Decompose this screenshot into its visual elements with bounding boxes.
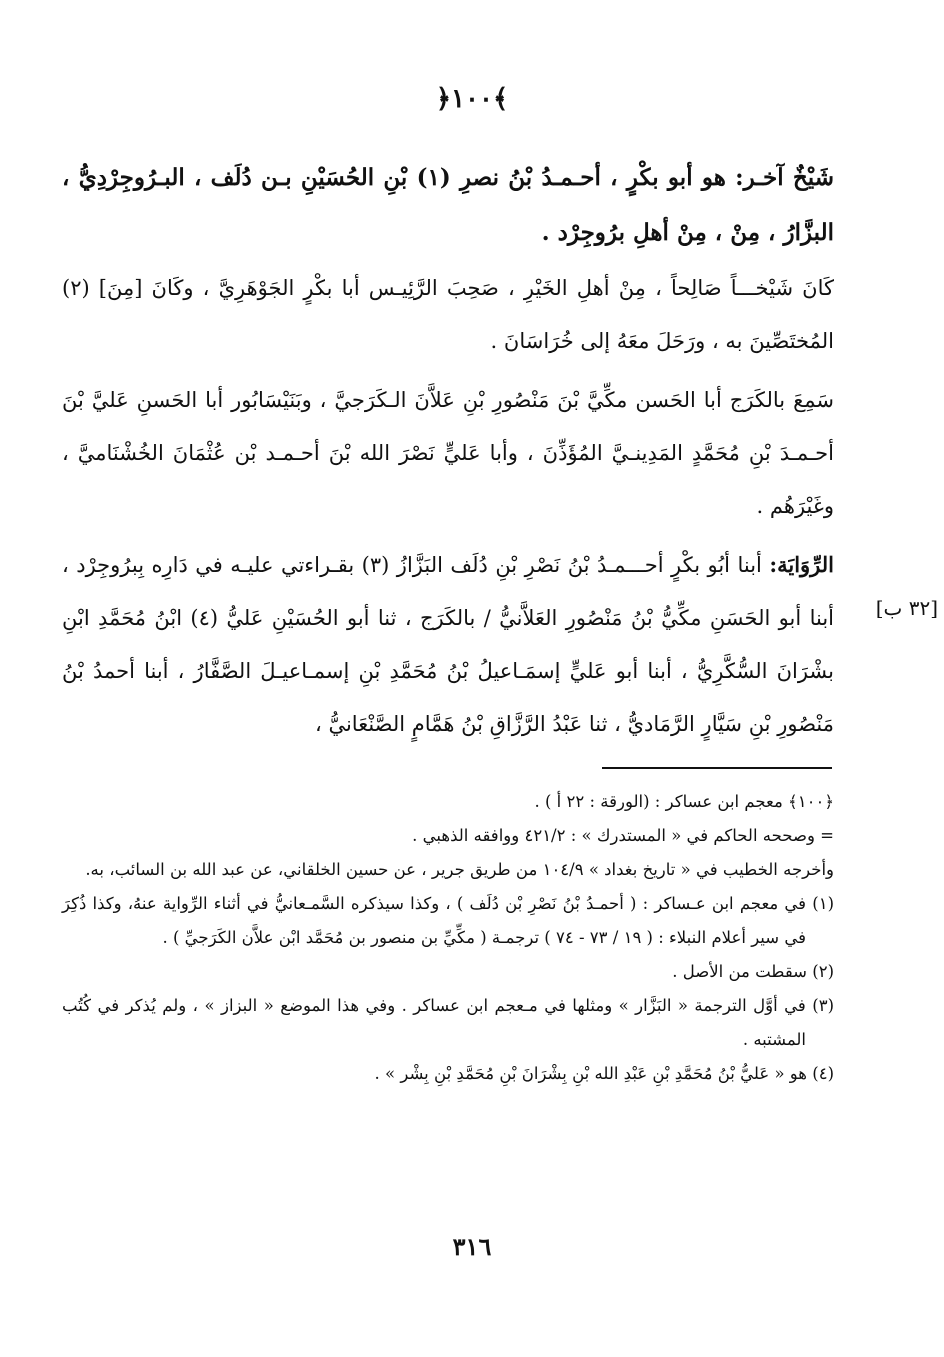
footnote-4: (٤) هو « عَليُّ بْنُ مُحَمَّدِ بْنِ عَبْدِ الله بْنِ بِشْرَانَ بْنِ مُحَمَّدِ بْنِ بِشْر » . <box>374 1064 834 1083</box>
footnote-3: (٣) في أوَّل الترجمة « البَزَّار » ومثلها في مـعجم ابن عساكر . وفي هذا الموضع « البزاز » ، ولم يُذكر في كُتُب المشتبه . <box>62 996 834 1049</box>
entry-number: ﴿١٠٠﴾ <box>435 84 509 114</box>
footnote-2: (٢) سقطت من الأصل . <box>672 962 834 981</box>
footnote-entry-reference: ﴿١٠٠﴾ معجم ابن عساكر : (الورقة : ٢٢ أ ) . <box>534 792 834 811</box>
hearing-paragraph: سَمِعَ بالكَرَج أبا الحَسن مكِّيَّ بْنَ مَنْصُورِ بْنِ عَلاَّنَ الـكَرَجيَّ ، وبَنَيْسَابُور أبا الحَسنِ عَليَّ بْنَ أحـمـدَ بْنِ مُحَمَّدٍ المَدِينـيَّ المُؤَذِّنَ ، وأبا عَليٍّ نَصْرَ الله بْنَ أحـمـد بْن عُثْمَانَ الخُشْنَاميَّ ، وغَيْرَهُم . <box>62 388 834 518</box>
biography-paragraph: كَانَ شَيْخـــاً صَالِحاً ، مِنْ أهلِ الخَيْرِ ، صَحِبَ الرَّئِيـس أبا بكْرٍ الجَوْهَرِيَّ ، وكَانَ [مِنَ] (٢) المُختَصِّينَ به ، ورَحَلَ معَهُ إلى خُرَاسَانَ . <box>62 276 834 353</box>
entry-heading: شَيْخٌ آخـر: هو أبو بكْرٍ ، أحـمـدُ بْنُ نصرِ (١) بْنِ الحُسَيْنِ بـن دُلَف ، البـرُوجِرْدِيُّ ، البزَّارُ ، مِنْ ، مِنْ أهلِ برُوجِرْد . <box>62 164 834 246</box>
footnote-separator <box>602 767 832 769</box>
footnote-1: (١) في معجم ابن عـساكر : ( أحمـدُ بْنُ نَصْرِ بْن دُلَف ) ، وكذا سيذكره السَّمـعانيُّ في أثناء الرِّواية عنهُ، وكذا ذُكِرَ في سير أعلام النبلاء : ( ١٩ / ٧٣ - ٧٤ ) ترجمـة ( مكِّيِّ بن منصور بن مُحَمَّد ابْن علاَّن الكَرَجيِّ ) . <box>62 894 834 947</box>
footnote-entry-continuation: = وصححه الحاكم في « المستدرك » : ٤٢١/٢ ووافقه الذهبي . <box>412 826 834 845</box>
manuscript-folio-note: [٣٢ ب] <box>875 596 938 620</box>
footnote-entry-continuation: وأخرجه الخطيب في « تاريخ بغداد » ١٠٤/٩ من طريق جرير ، عن حسين الخلقاني، عن عبد الله بن السائب، به. <box>85 860 834 879</box>
footnotes <box>62 785 834 1091</box>
page-number: ٣١٦ <box>452 1232 492 1261</box>
riwaya-text: أبنا أبُو بكْرٍ أحـــمـدُ بْنُ نَصْرِ بْنِ دُلَف البَزَّازُ (٣) بقـراءتي عليـه في دَارِه بِبرُوجِرْد ، أبنا أبو الحَسَنِ مكِّيُّ بْنُ مَنْصُورِ العَلاَّنيُّ / بالكَرَج ، ثنا أبو الحُسَيْنِ عَليُّ (٤) ابْنُ مُحَمَّدِ ابْنِ بشْرَانَ السُّكَّرِيُّ ، أبنا أبو عَليٍّ إسمَـاعيلُ بْنُ مُحَمَّدِ بْنِ إسمـاعيـلَ الصَّفَّارُ ، أبنا أحمدُ بْنُ مَنْصُورِ بْنِ سَيَّارٍ الرَّمَاديُّ ، ثنا عَبْدُ الرَّزَّاقِ بْنُ هَمَّامٍ الصَّنْعَانيُّ ، <box>62 553 834 736</box>
riwaya-label: الرِّوَايَة: <box>769 552 834 577</box>
riwaya-paragraph <box>62 538 834 751</box>
